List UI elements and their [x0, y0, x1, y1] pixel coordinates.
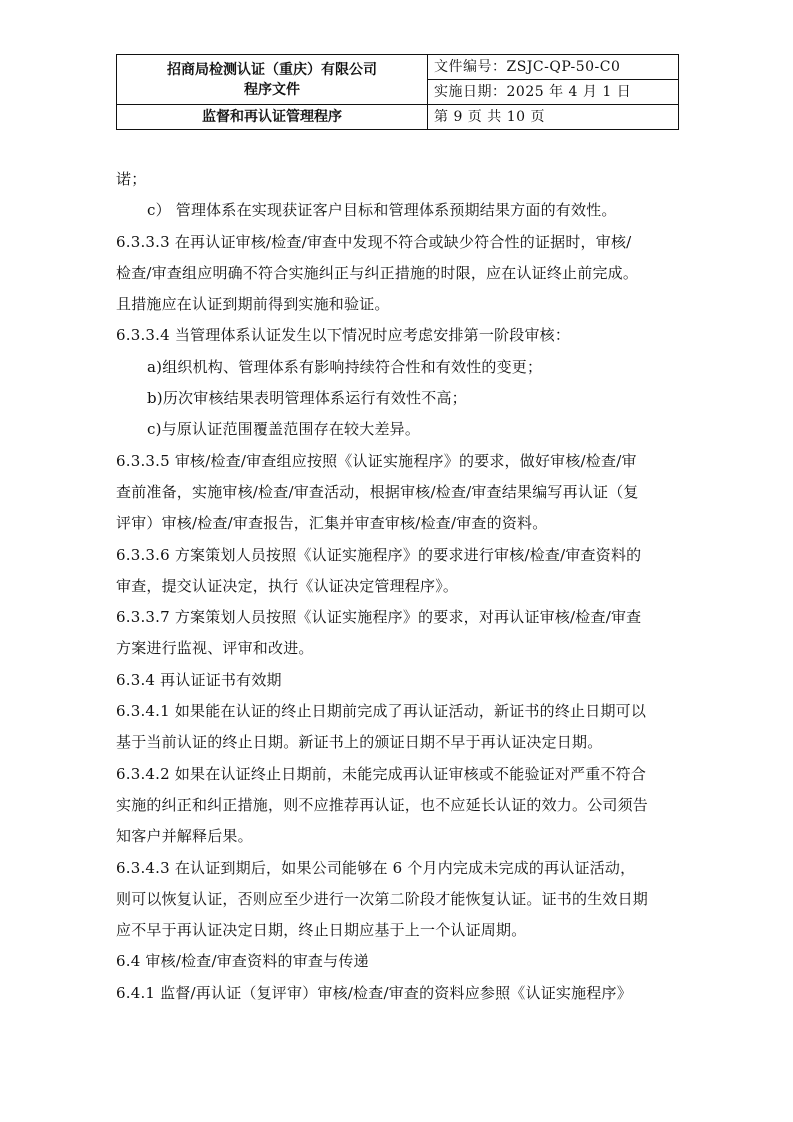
body-line: 6.3.3.7 方案策划人员按照《认证实施程序》的要求，对再认证审核/检查/审查: [116, 608, 642, 627]
body-line: 6.3.3.5 审核/检查/审查组应按照《认证实施程序》的要求，做好审核/检查/审: [116, 451, 637, 470]
company-name: 招商局检测认证（重庆）有限公司: [167, 61, 377, 78]
body-line: 评审）审核/检查/审查报告，汇集并审查审核/检查/审查的资料。: [116, 514, 548, 533]
body-line: a)组织机构、管理体系有影响持续符合性和有效性的变更；: [147, 357, 543, 376]
section-heading: 6.4 审核/检查/审查资料的审查与传递: [116, 952, 369, 971]
document-header-table: [116, 54, 679, 130]
body-line: 基于当前认证的终止日期。新证书上的颁证日期不早于再认证决定日期。: [116, 733, 603, 752]
body-line: 诺；: [116, 170, 147, 188]
section-heading: 6.3.4 再认证证书有效期: [116, 670, 282, 689]
document-number: 文件编号：ZSJC-QP-50-C0: [428, 55, 679, 80]
page-info: 第 9 页 共 10 页: [428, 105, 679, 130]
body-line: 审查，提交认证决定，执行《认证决定管理程序》。: [116, 576, 459, 595]
body-line: 6.4.1 监督/再认证（复评审）审核/检查/审查的资料应参照《认证实施程序》: [116, 983, 632, 1002]
body-line: b)历次审核结果表明管理体系运行有效性不高；: [147, 389, 467, 408]
body-line: c） 管理体系在实现获证客户目标和管理体系预期结果方面的有效性。: [147, 201, 617, 220]
body-line: 则可以恢复认证，否则应至少进行一次第二阶段才能恢复认证。证书的生效日期: [116, 889, 649, 908]
document-body: [116, 164, 682, 1009]
body-line: 6.3.3.4 当管理体系认证发生以下情况时应考虑安排第一阶段审核：: [116, 326, 571, 345]
body-line: 6.3.4.1 如果能在认证的终止日期前完成了再认证活动，新证书的终止日期可以: [116, 702, 647, 721]
body-line: 查前准备，实施审核/检查/审查活动，根据审核/检查/审查结果编写再认证（复: [116, 482, 639, 501]
body-line: 6.3.3.3 在再认证审核/检查/审查中发现不符合或缺少符合性的证据时，审核/: [116, 232, 632, 251]
body-line: 且措施应在认证到期前得到实施和验证。: [116, 295, 390, 314]
body-line: c)与原认证范围覆盖范围存在较大差异。: [147, 420, 421, 439]
document-title: 监督和再认证管理程序: [117, 105, 428, 130]
body-line: 6.3.4.2 如果在认证终止日期前，未能完成再认证审核或不能验证对严重不符合: [116, 764, 647, 783]
company-name-cell: [117, 55, 428, 105]
body-line: 实施的纠正和纠正措施，则不应推荐再认证，也不应延长认证的效力。公司须告: [116, 795, 649, 814]
body-line: 应不早于再认证决定日期，终止日期应基于上一个认证周期。: [116, 921, 527, 940]
effective-date: 实施日期：2025 年 4 月 1 日: [428, 80, 679, 105]
document-type: 程序文件: [244, 81, 300, 98]
body-line: 方案进行监视、评审和改进。: [116, 639, 314, 658]
body-line: 6.3.3.6 方案策划人员按照《认证实施程序》的要求进行审核/检查/审查资料的: [116, 545, 642, 564]
body-line: 6.3.4.3 在认证到期后，如果公司能够在 6 个月内完成未完成的再认证活动，: [116, 858, 636, 877]
body-line: 检查/审查组应明确不符合实施纠正与纠正措施的时限，应在认证终止前完成。: [116, 263, 639, 282]
body-line: 知客户并解释后果。: [116, 827, 253, 846]
